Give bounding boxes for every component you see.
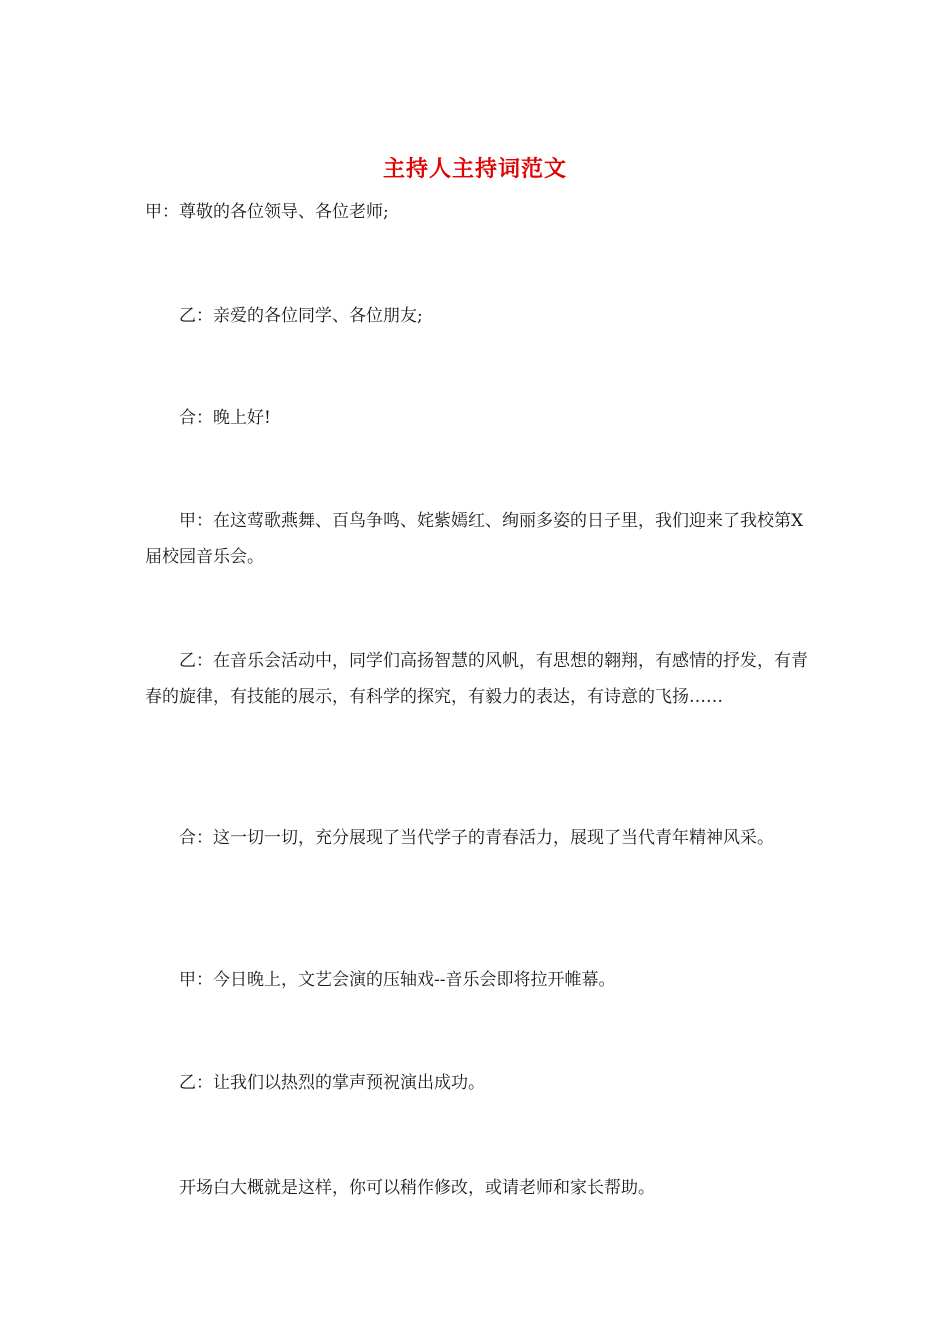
paragraph-greeting-yi: 乙：亲爱的各位同学、各位朋友; [179,306,423,326]
paragraph-greeting-jia: 甲：尊敬的各位领导、各位老师; [145,202,389,222]
paragraph-jia-intro: 甲：在这莺歌燕舞、百鸟争鸣、姹紫嫣红、绚丽多姿的日子里，我们迎来了我校第X届校园音乐会。 [145,511,804,567]
paragraph-closing-note: 开场白大概就是这样，你可以稍作修改，或请老师和家长帮助。 [179,1178,655,1198]
paragraph-jia-tonight: 甲：今日晚上，文艺会演的压轴戏--音乐会即将拉开帷幕。 [179,970,616,990]
paragraph-yi-intro: 乙：在音乐会活动中，同学们高扬智慧的风帆，有思想的翱翔，有感情的抒发，有青春的旋律，有技能的展示，有科学的探究，有毅力的表达，有诗意的飞扬…… [145,651,808,707]
paragraph-he-intro: 合：这一切一切，充分展现了当代学子的青春活力，展现了当代青年精神风采。 [179,828,774,848]
paragraph-yi-applause: 乙：让我们以热烈的掌声预祝演出成功。 [179,1073,485,1093]
paragraph-greeting-he: 合：晚上好! [179,408,271,428]
document-title: 主持人主持词范文 [382,156,567,182]
